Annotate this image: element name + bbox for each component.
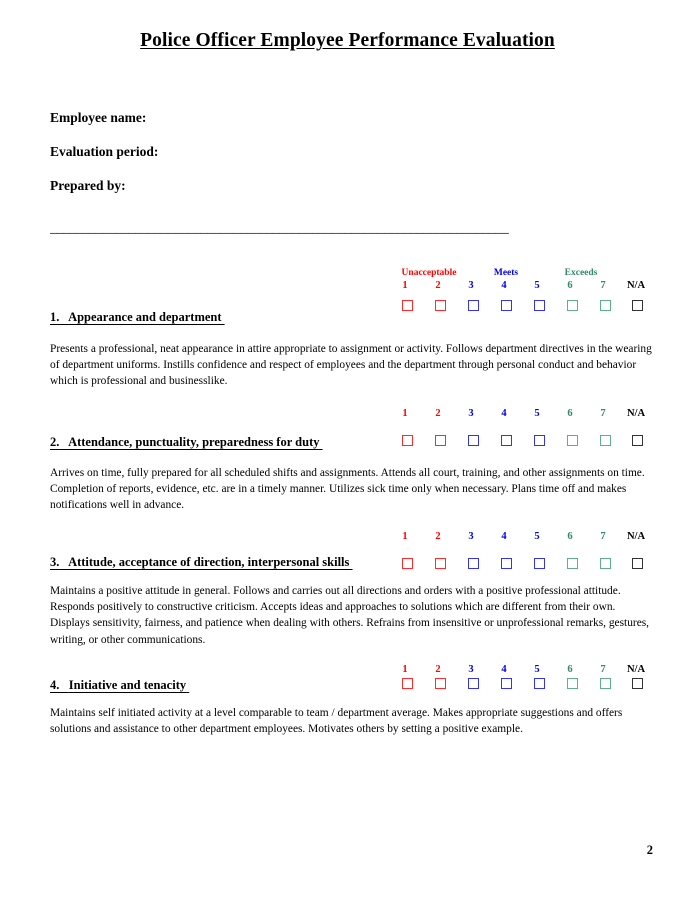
checkbox-section3-rating5[interactable] <box>534 558 545 569</box>
scale-number-5: 5 <box>534 280 540 291</box>
scale-number-1: 1 <box>402 408 408 419</box>
checkbox-section3-rating1[interactable] <box>402 558 413 569</box>
scale-number-3: 3 <box>468 531 474 542</box>
checkbox-section4-rating5[interactable] <box>534 678 545 689</box>
checkbox-section3-rating4[interactable] <box>501 558 512 569</box>
checkbox-section4-rating6[interactable] <box>567 678 578 689</box>
checkbox-section2-rating5[interactable] <box>534 435 545 446</box>
scale-number-2: 2 <box>435 280 441 291</box>
page-title-text: Police Officer Employee Performance Evaluation <box>140 30 555 51</box>
evaluation-period-label: Evaluation period: <box>50 144 159 159</box>
checkbox-section3-na[interactable] <box>632 558 643 569</box>
scale-number-5: 5 <box>534 531 540 542</box>
scale-number-2: 2 <box>435 531 441 542</box>
scale-numbers-4 <box>396 664 656 677</box>
scale-numbers-3 <box>396 531 656 544</box>
checkbox-section2-rating2[interactable] <box>435 435 446 446</box>
scale-number-4: 4 <box>501 664 507 675</box>
section-heading-2-text: 2. Attendance, punctuality, preparedness for duty <box>50 435 320 449</box>
checkbox-section4-rating3[interactable] <box>468 678 479 689</box>
scale-number-6: 6 <box>567 280 573 291</box>
section-body-1: Presents a professional, neat appearance in attire appropriate to assignment or activity. Follows department directives in the wearing of department uniforms. Instills confidence and respect of employees and the department through personal conduct and behavior which is professional and businesslike. <box>50 343 652 388</box>
scale-number-1: 1 <box>402 280 408 291</box>
rating-checkboxes-3 <box>396 558 656 574</box>
scale-group-label-meets: Meets <box>493 268 519 278</box>
scale-number-1: 1 <box>402 531 408 542</box>
checkbox-section2-rating6[interactable] <box>567 435 578 446</box>
scale-group-labels-1 <box>396 268 656 280</box>
scale-number-4: 4 <box>501 280 507 291</box>
page-number: 2 <box>646 843 653 857</box>
checkbox-section1-rating5[interactable] <box>534 300 545 311</box>
checkbox-section1-rating7[interactable] <box>600 300 611 311</box>
scale-number-6: 6 <box>567 408 573 419</box>
checkbox-section1-rating2[interactable] <box>435 300 446 311</box>
checkbox-section2-rating1[interactable] <box>402 435 413 446</box>
checkbox-section3-rating2[interactable] <box>435 558 446 569</box>
scale-group-label-exceeds: Exceeds <box>564 268 598 278</box>
checkbox-section2-rating4[interactable] <box>501 435 512 446</box>
scale-number-3: 3 <box>468 664 474 675</box>
checkbox-section1-rating4[interactable] <box>501 300 512 311</box>
section-heading-3-text: 3. Attitude, acceptance of direction, interpersonal skills <box>50 555 350 569</box>
scale-number-4: 4 <box>501 408 507 419</box>
checkbox-section2-rating7[interactable] <box>600 435 611 446</box>
checkbox-section3-rating7[interactable] <box>600 558 611 569</box>
section-body-3: Maintains a positive attitude in general. Follows and carries out all directions and orders with a positive professional attitude. Responds positively to constructive criticism. Accepts ideas and approaches to solutions which are different from their own. Displays sensitivity, fairness, and patience when dealing with others. Refrains from insensitive or unprofessional remarks, gestures, writing, or other communications. <box>50 585 650 646</box>
checkbox-section4-rating4[interactable] <box>501 678 512 689</box>
checkbox-section4-rating1[interactable] <box>402 678 413 689</box>
rating-checkboxes-1 <box>396 300 656 316</box>
scale-number-7: 7 <box>600 280 606 291</box>
scale-number-6: 6 <box>567 664 573 675</box>
scale-number-na: N/A <box>626 408 646 419</box>
scale-number-2: 2 <box>435 408 441 419</box>
checkbox-section1-rating6[interactable] <box>567 300 578 311</box>
section-heading-2 <box>50 435 323 450</box>
scale-number-6: 6 <box>567 531 573 542</box>
horizontal-rule: ______________________________________________________________________ <box>50 221 509 234</box>
section-heading-1-text: 1. Appearance and department <box>50 310 222 324</box>
scale-number-7: 7 <box>600 531 606 542</box>
prepared-by-label: Prepared by: <box>50 178 126 193</box>
scale-number-4: 4 <box>501 531 507 542</box>
section-heading-1 <box>50 310 225 325</box>
checkbox-section1-na[interactable] <box>632 300 643 311</box>
page-title <box>0 30 695 52</box>
scale-number-7: 7 <box>600 664 606 675</box>
scale-number-na: N/A <box>626 531 646 542</box>
checkbox-section2-rating3[interactable] <box>468 435 479 446</box>
scale-number-na: N/A <box>626 280 646 291</box>
section-body-2: Arrives on time, fully prepared for all scheduled shifts and assignments. Attends all court, training, and other assignments on time. Completion of reports, evidence, etc. are in a timely manner. Utilizes sick time only when necessary. Plans time off and makes notifications well in advance. <box>50 467 645 512</box>
scale-number-5: 5 <box>534 664 540 675</box>
scale-number-7: 7 <box>600 408 606 419</box>
scale-number-3: 3 <box>468 280 474 291</box>
scale-group-label-unacceptable: Unacceptable <box>401 268 457 278</box>
scale-number-3: 3 <box>468 408 474 419</box>
section-body-4: Maintains self initiated activity at a level comparable to team / department average. Makes appropriate suggestions and offers solutions and assistance to other department employees. Motivates others by setting a positive example. <box>50 707 623 736</box>
checkbox-section3-rating3[interactable] <box>468 558 479 569</box>
section-heading-4 <box>50 678 189 693</box>
rating-checkboxes-4 <box>396 678 656 694</box>
scale-number-2: 2 <box>435 664 441 675</box>
checkbox-section1-rating1[interactable] <box>402 300 413 311</box>
checkbox-section4-rating2[interactable] <box>435 678 446 689</box>
scale-number-5: 5 <box>534 408 540 419</box>
checkbox-section3-rating6[interactable] <box>567 558 578 569</box>
checkbox-section4-na[interactable] <box>632 678 643 689</box>
section-heading-4-text: 4. Initiative and tenacity <box>50 678 187 692</box>
scale-numbers-2 <box>396 408 656 421</box>
checkbox-section2-na[interactable] <box>632 435 643 446</box>
section-heading-3 <box>50 555 353 570</box>
scale-number-1: 1 <box>402 664 408 675</box>
checkbox-section4-rating7[interactable] <box>600 678 611 689</box>
scale-number-na: N/A <box>626 664 646 675</box>
employee-name-label: Employee name: <box>50 110 147 125</box>
scale-numbers-1 <box>396 280 656 293</box>
rating-checkboxes-2 <box>396 435 656 451</box>
checkbox-section1-rating3[interactable] <box>468 300 479 311</box>
